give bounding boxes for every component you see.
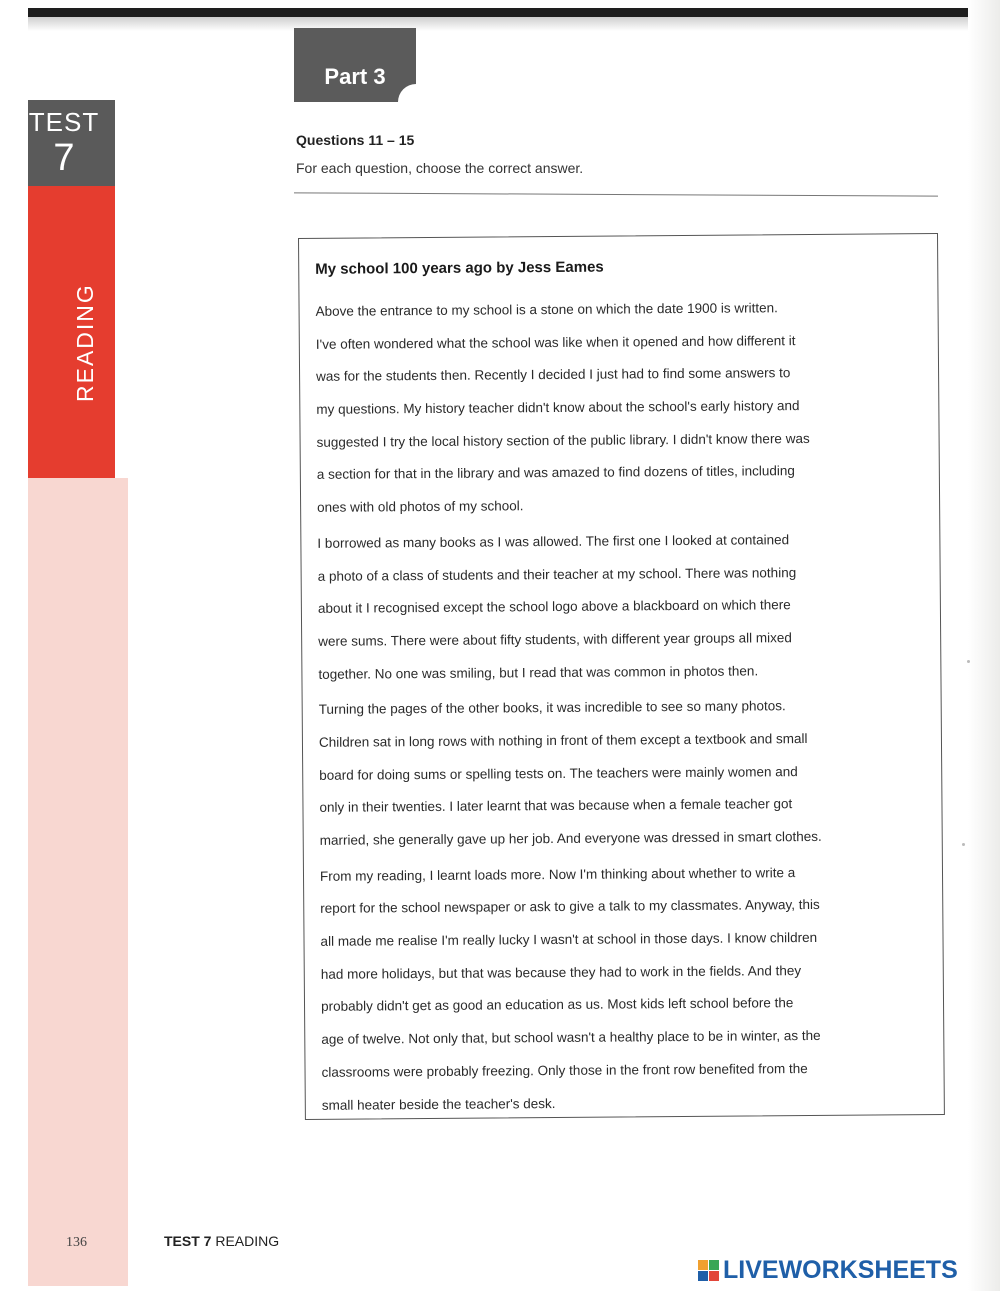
- text-line: ones with old photos of my school.: [317, 498, 524, 515]
- page-number: 136: [66, 1235, 87, 1250]
- text-line: classrooms were probably freezing. Only those in the front row benefited from the: [321, 1060, 808, 1080]
- logo-blocks-icon: [698, 1260, 719, 1281]
- logo-block: [709, 1260, 719, 1270]
- liveworksheets-logo: [698, 1256, 958, 1285]
- text-line: about it I recognised except the school logo above a blackboard on which there: [317, 597, 791, 617]
- text-line: Turning the pages of the other books, it was incredible to see so many photos.: [318, 698, 786, 718]
- logo-block: [698, 1260, 708, 1270]
- text-line: only in their twenties. I later learnt that was because when a female teacher got: [319, 796, 793, 816]
- footer-label: [164, 1233, 279, 1249]
- text-line: married, she generally gave up her job. And everyone was dressed in smart clothes.: [319, 828, 822, 848]
- text-line: all made me realise I'm really lucky I wasn't at school in those days. I know children: [320, 930, 818, 949]
- footer-section: READING: [215, 1233, 280, 1249]
- side-section-label: READING: [72, 283, 98, 402]
- text-line: I borrowed as many books as I was allowed. The first one I looked at contained: [317, 531, 790, 551]
- text-line: Above the entrance to my school is a stone on which the date 1900 is written.: [315, 300, 778, 319]
- brand-name: LIVEWORKSHEETS: [723, 1256, 958, 1284]
- text-line: Children sat in long rows with nothing in front of them except a textbook and small: [318, 730, 808, 750]
- text-line: I've often wondered what the school was like when it opened and how different it: [315, 332, 796, 352]
- text-line: a photo of a class of students and their teacher at my school. There was nothing: [317, 564, 797, 584]
- text-line: my questions. My history teacher didn't know about the school's early history and: [316, 398, 800, 417]
- text-line: had more holidays, but that was because they had to work in the fields. And they: [320, 962, 802, 982]
- text-line: suggested I try the local history section of the public library. I didn't know there was: [316, 430, 810, 450]
- text-line: probably didn't get as good an education as us. Most kids left school before the: [320, 995, 794, 1015]
- text-line: From my reading, I learnt loads more. Now I'm thinking about whether to write a: [319, 864, 796, 884]
- top-rule-shadow: [28, 17, 970, 31]
- text-line: a section for that in the library and was amazed to find dozens of titles, including: [316, 463, 795, 483]
- text-line: were sums. There were about fifty students, with different year groups all mixed: [318, 630, 792, 649]
- logo-block: [709, 1271, 719, 1281]
- side-test-number: 7: [53, 137, 75, 179]
- text-line: board for doing sums or spelling tests on. The teachers were mainly women and: [319, 763, 798, 783]
- text-line: report for the school newspaper or ask to give a talk to my classmates. Anyway, this: [320, 897, 820, 917]
- text-line: age of twelve. Not only that, but school wasn't a healthy place to be in winter, as the: [321, 1028, 821, 1047]
- side-test-label: TEST: [28, 107, 100, 137]
- article-box: [298, 233, 945, 1120]
- scan-speck: [967, 660, 970, 663]
- article-paragraph: [320, 856, 932, 1122]
- article-body: [315, 291, 931, 1125]
- text-line: together. No one was smiling, but I read that was common in photos then.: [318, 662, 759, 682]
- footer-test: TEST 7: [164, 1233, 212, 1249]
- text-line: small heater beside the teacher's desk.: [321, 1095, 556, 1113]
- scan-speck: [962, 843, 965, 846]
- article-paragraph: [319, 689, 930, 857]
- questions-title: Questions 11 – 15: [296, 132, 415, 148]
- article-paragraph: [317, 523, 928, 691]
- part-title: Part 3: [324, 64, 386, 89]
- page-edge-shadow: [968, 0, 1000, 1291]
- logo-block: [698, 1271, 708, 1281]
- article-paragraph: [315, 291, 927, 525]
- article-title: My school 100 years ago by Jess Eames: [315, 258, 604, 278]
- top-rule: [28, 8, 970, 17]
- text-line: was for the students then. Recently I decided I just had to find some answers to: [316, 365, 791, 385]
- side-margin-band: [28, 478, 128, 1286]
- questions-instruction: For each question, choose the correct answer.: [296, 160, 584, 176]
